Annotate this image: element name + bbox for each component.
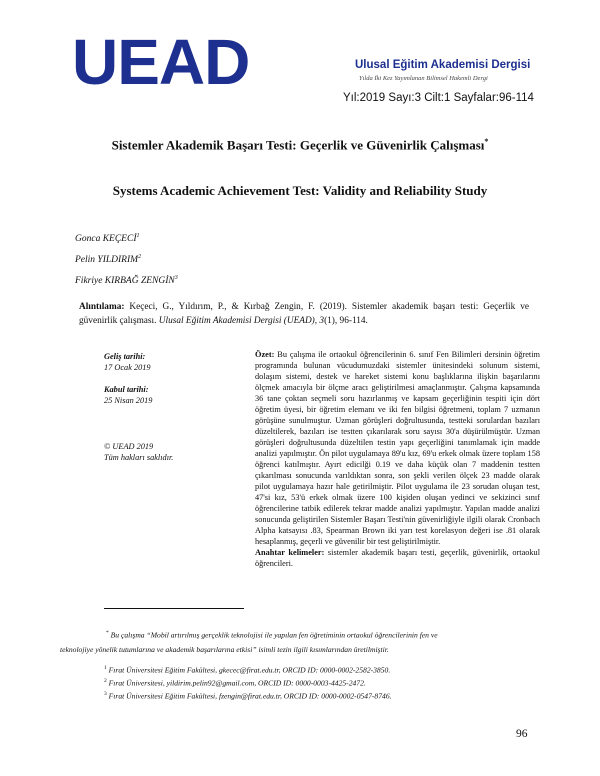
author-3: Fikriye KIRBAĞ ZENGİN$^3$	[75, 275, 178, 287]
author-2: Pelin YILDIRIM$^2$	[75, 254, 142, 266]
issue-info: Yıl:2019 Sayı:3 Cilt:1 Sayfalar:96-114	[343, 92, 534, 104]
footnote-main: * Bu çalışma “Mobil artırılmış gerçeklik teknolojisi ile yapılan fen öğretiminin ortaokul öğrencilerinin fen ve	[106, 630, 438, 640]
footnote-3: $^3$ Fırat Üniversitesi Eğitim Fakültesi, fzengin@firat.edu.tr, ORCID ID: 0000-0002-0547-8746.	[104, 691, 392, 701]
received-date: 17 Ocak 2019	[104, 363, 151, 372]
accepted-date: 25 Nisan 2019	[104, 396, 153, 405]
received-block	[104, 351, 224, 373]
received-label: Geliş tarihi:	[104, 352, 146, 361]
footnote-2: $^2$ Fırat Üniversitesi, yildirim.pelin92@gmail.com, ORCID ID: 0000-0003-4425-2472.	[104, 678, 366, 688]
rights: Tüm hakları saklıdır.	[104, 453, 174, 462]
page-number: 96	[516, 728, 528, 740]
copyright: © UEAD 2019	[104, 442, 154, 451]
footnote-main-continued: teknolojiye yönelik tutumlarına ve akademik başarılarına etkisi” isimli tezin ilgili kısımlarından üretilmiştir.	[60, 645, 389, 654]
title-footnote-mark: *	[484, 137, 489, 146]
journal-tagline: Yılda İki Kez Yayımlanan Bilimsel Hakemli Dergi	[359, 75, 488, 82]
author-1: Gonca KEÇECİ$^1$	[75, 233, 140, 245]
citation: Alıntılama: Keçeci, G., Yıldırım, P., & Kırbağ Zengin, F. (2019). Sistemler akademik başarı testi: Geçerlik ve güvenirlik çalışması. Ulusal Eğitim Akademisi Dergisi (UEAD), 3(1), 96-114.	[79, 302, 529, 326]
title-turkish: Sistemler Akademik Başarı Testi: Geçerlik ve Güvenirlik Çalışması*	[111, 137, 489, 153]
keywords: sistemler akademik başarı testi, geçerlik, güvenirlik, ortaokul öğrencileri.	[255, 548, 540, 568]
copyright-block	[104, 441, 224, 463]
journal-name: Ulusal Eğitim Akademisi Dergisi	[355, 59, 531, 71]
journal-logo: UEAD	[72, 26, 250, 98]
accepted-label: Kabul tarihi:	[104, 385, 149, 394]
accepted-block	[104, 384, 224, 406]
title-english: Systems Academic Achievement Test: Validity and Reliability Study	[112, 183, 488, 198]
footnote-divider	[104, 608, 244, 609]
abstract: Özet: Bu çalışma ile ortaokul öğrencilerinin 6. sınıf Fen Bilimleri dersinin öğretim programında bulunan vücudumuzdaki sistemler ünitesindeki solunum sistemi, dolaşım sistemi, destek ve hareket sistemi konu başlıklarına ilişkin başarılarını ölçmek amacıyla bir ölçme aracı geliştirilmesi amaçlanmıştır. Çalışma kapsamında 36 tane çoktan seçmeli soru hazırlanmış ve kapsam geçerliğinin tespiti için dört öğretim üyesi, bir öğretim elemanı ve iki fen bilgisi öğretmeni, toplam 7 uzmanın görüşüne sunulmuştur. Uzman görüşleri doğrultusunda, testteki sorulardan bazıları düzeltilerek, bazıları ise testten çıkarılarak soru sayısı 30'a düşürülmüştür. Uzman görüşleri doğrultusunda düzeltilen testin yapı geçerliğini tanımlamak için madde analizi yapılmıştır. Ön pilot uygulamaya 89'u kız, 69'u erkek olmak üzere toplam 158 öğrenci katılmıştır. Ayırt edicilği 0.19 ve daha küçük olan 7 maddenin testten çıkarılması sonucunda varıldıktan sonra, son şekli verilen ölçek 23 madde olarak pilot uygulamaya hazır hale getirilmiştir. Pilot uygulama ile 23 sorudan oluşan test, 47'si kız, 53'ü erkek olmak üzere 100 kişiden oluşan yedinci ve sekizinci sınıf öğrencilerine tatbik edilerek tekrar madde analizi yapılmıştır. Yapılan madde analizi sonucunda geliştirilen Sistemler Başarı Testi'nin güvenirliğiyle ilgili olarak Cronbach Alpha katsayısı .83, Spearman Brown iki yarı test korelasyon değeri ise .81 olarak hesaplanmış, geçerli ve güvenilir bir test geliştirilmiştir. Anahtar kelimeler: sistemler akademik başarı testi, geçerlik, güvenirlik, ortaokul öğrencileri.	[255, 350, 540, 568]
keywords-label: Anahtar kelimeler:	[255, 548, 325, 557]
footnote-1: $^1$ Fırat Üniversitesi Eğitim Fakültesi, gkecec@firat.edu.tr, ORCID ID: 0000-0002-2582-3850.	[104, 665, 391, 675]
